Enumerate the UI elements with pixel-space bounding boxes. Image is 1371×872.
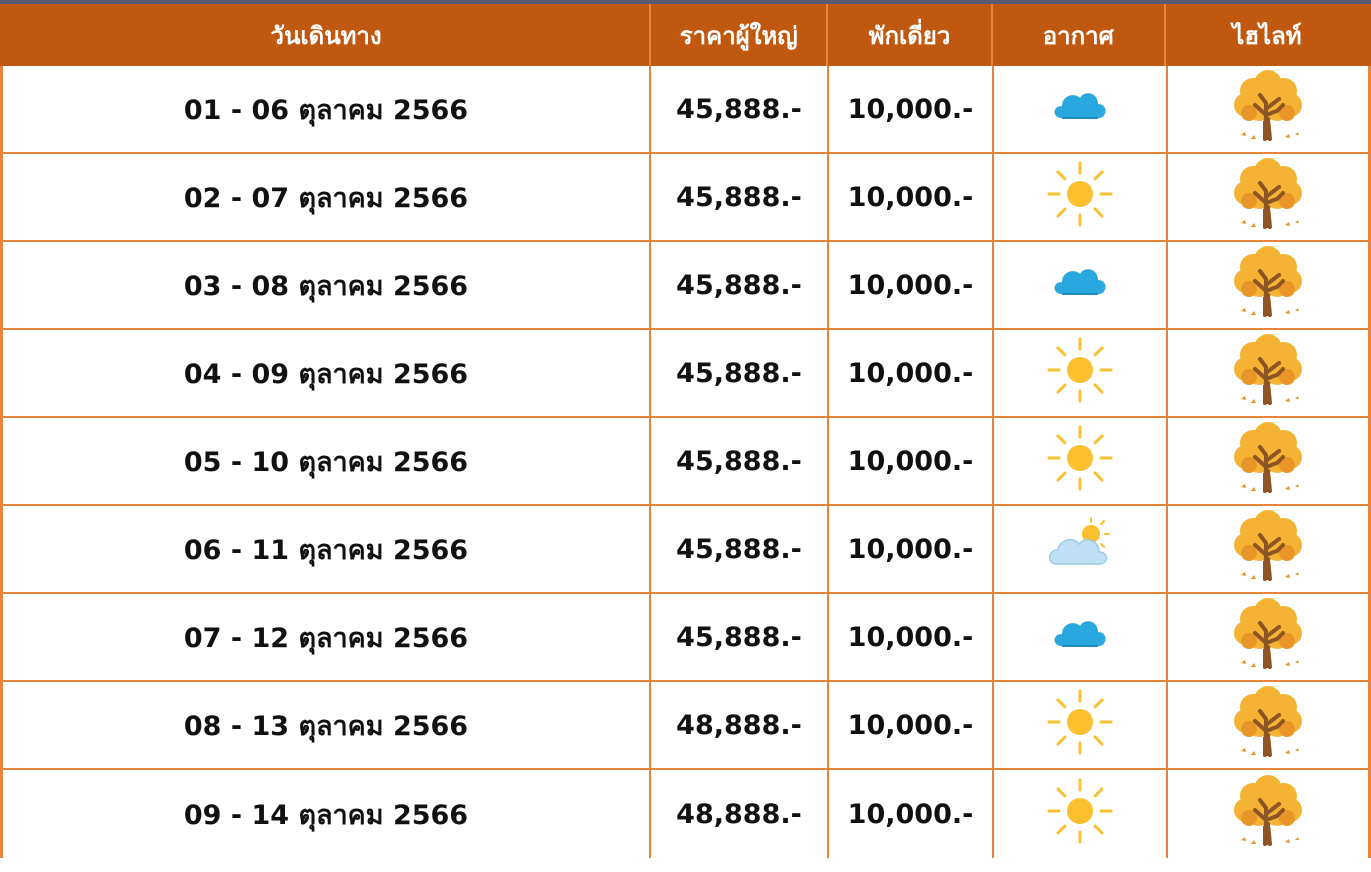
single-room-cell: 10,000.-: [829, 242, 994, 328]
autumn-tree-icon: [1229, 509, 1307, 590]
date-cell: 05 - 10 ตุลาคม 2566: [0, 418, 651, 504]
highlight-cell: [1168, 682, 1371, 768]
table-row: [0, 418, 1371, 506]
adult-price-cell: 45,888.-: [651, 242, 829, 328]
autumn-tree-icon: [1229, 157, 1307, 238]
sun-icon: [1045, 335, 1115, 412]
weather-cell: [994, 594, 1168, 680]
date-cell: 02 - 07 ตุลาคม 2566: [0, 154, 651, 240]
cloud-icon: [1048, 614, 1112, 661]
table-row: [0, 66, 1371, 154]
highlight-cell: [1168, 242, 1371, 328]
autumn-tree-icon: [1229, 774, 1307, 855]
header-adult-price: ราคาผู้ใหญ่: [651, 4, 828, 66]
table-row: [0, 242, 1371, 330]
weather-cell: [994, 330, 1168, 416]
date-cell: 08 - 13 ตุลาคม 2566: [0, 682, 651, 768]
highlight-cell: [1168, 154, 1371, 240]
weather-cell: [994, 418, 1168, 504]
sun-icon: [1045, 423, 1115, 500]
weather-cell: [994, 242, 1168, 328]
highlight-cell: [1168, 66, 1371, 152]
autumn-tree-icon: [1229, 597, 1307, 678]
single-room-cell: 10,000.-: [829, 330, 994, 416]
highlight-cell: [1168, 770, 1371, 858]
adult-price-cell: 45,888.-: [651, 66, 829, 152]
adult-price-cell: 45,888.-: [651, 506, 829, 592]
table-row: [0, 770, 1371, 858]
autumn-tree-icon: [1229, 421, 1307, 502]
adult-price-cell: 48,888.-: [651, 770, 829, 858]
autumn-tree-icon: [1229, 245, 1307, 326]
weather-cell: [994, 66, 1168, 152]
weather-cell: [994, 506, 1168, 592]
table-row: [0, 682, 1371, 770]
adult-price-cell: 48,888.-: [651, 682, 829, 768]
highlight-cell: [1168, 506, 1371, 592]
single-room-cell: 10,000.-: [829, 594, 994, 680]
single-room-cell: 10,000.-: [829, 418, 994, 504]
weather-cell: [994, 770, 1168, 858]
date-cell: 03 - 08 ตุลาคม 2566: [0, 242, 651, 328]
partly-cloudy-icon: [1045, 516, 1115, 583]
cloud-icon: [1048, 86, 1112, 133]
table-row: [0, 506, 1371, 594]
weather-cell: [994, 154, 1168, 240]
weather-cell: [994, 682, 1168, 768]
header-weather: อากาศ: [993, 4, 1166, 66]
single-room-cell: 10,000.-: [829, 154, 994, 240]
date-cell: 09 - 14 ตุลาคม 2566: [0, 770, 651, 858]
highlight-cell: [1168, 418, 1371, 504]
date-cell: 01 - 06 ตุลาคม 2566: [0, 66, 651, 152]
highlight-cell: [1168, 594, 1371, 680]
single-room-cell: 10,000.-: [829, 682, 994, 768]
table-row: [0, 330, 1371, 418]
sun-icon: [1045, 687, 1115, 764]
date-cell: 06 - 11 ตุลาคม 2566: [0, 506, 651, 592]
date-cell: 07 - 12 ตุลาคม 2566: [0, 594, 651, 680]
table-row: [0, 594, 1371, 682]
date-cell: 04 - 09 ตุลาคม 2566: [0, 330, 651, 416]
header-highlight: ไฮไลท์: [1232, 21, 1302, 50]
sun-icon: [1045, 159, 1115, 236]
autumn-tree-icon: [1229, 333, 1307, 414]
single-room-cell: 10,000.-: [829, 66, 994, 152]
header-single-room: พักเดี่ยว: [828, 4, 992, 66]
table-row: [0, 154, 1371, 242]
sun-icon: [1045, 776, 1115, 853]
single-room-cell: 10,000.-: [829, 770, 994, 858]
adult-price-cell: 45,888.-: [651, 418, 829, 504]
adult-price-cell: 45,888.-: [651, 154, 829, 240]
autumn-tree-icon: [1229, 69, 1307, 150]
autumn-tree-icon: [1229, 685, 1307, 766]
cloud-icon: [1048, 262, 1112, 309]
adult-price-cell: 45,888.-: [651, 330, 829, 416]
table-body: [0, 66, 1371, 858]
table-header: [0, 4, 1371, 66]
highlight-cell: [1168, 330, 1371, 416]
adult-price-cell: 45,888.-: [651, 594, 829, 680]
header-date: วันเดินทาง: [3, 4, 651, 66]
single-room-cell: 10,000.-: [829, 506, 994, 592]
